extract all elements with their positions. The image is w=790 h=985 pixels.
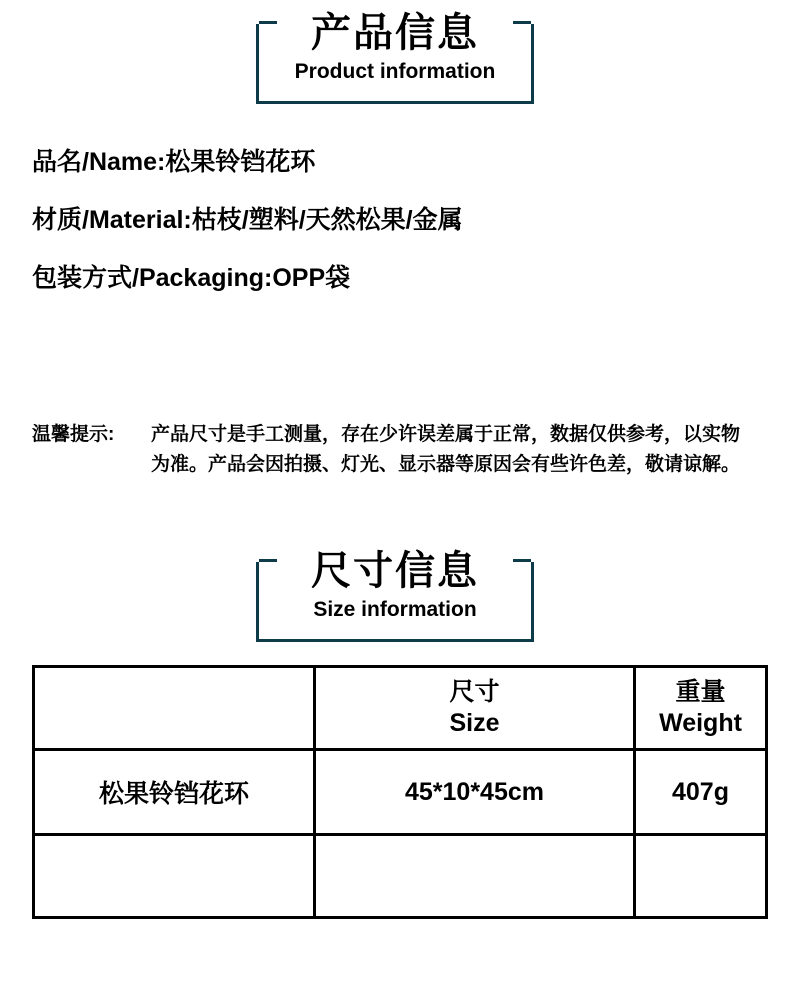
table-cell-weight	[635, 835, 767, 918]
table-row	[34, 750, 767, 835]
info-row-text	[32, 198, 740, 242]
info-row-text	[32, 256, 740, 300]
info-row-text	[32, 140, 740, 184]
info-label-packaging: 包装方式/Packaging:	[32, 264, 273, 292]
info-row-underline	[32, 184, 740, 186]
info-value-packaging: OPP袋	[272, 264, 351, 292]
table-header-weight-en: Weight	[659, 709, 742, 737]
info-label-name: 品名/Name:	[32, 148, 166, 176]
product-information-title-en: Product information	[294, 60, 496, 83]
table-cell-size: 45*10*45cm	[315, 750, 635, 835]
notice-body: 产品尺寸是手工测量，存在少许误差属于正常，数据仅供参考，以实物为准。产品会因拍摄、灯光、显示器等原因会有些许色差，敬请谅解。	[151, 424, 741, 475]
table-header-name	[34, 667, 315, 750]
size-information-heading	[256, 548, 534, 624]
table-cell-name	[34, 835, 315, 918]
size-information-title-en: Size information	[313, 598, 477, 621]
table-header-size-cn: 尺寸	[449, 678, 500, 706]
size-information-title-cn: 尺寸信息	[277, 548, 513, 594]
table-header-size	[315, 667, 635, 750]
info-row-packaging	[32, 256, 740, 314]
product-information-title-cn: 产品信息	[277, 10, 513, 56]
info-value-material: 枯枝/塑料/天然松果/金属	[191, 206, 463, 234]
table-header-weight	[635, 667, 767, 750]
product-information-heading	[256, 10, 534, 86]
table-header-weight-cn: 重量	[675, 678, 726, 706]
info-row-name	[32, 140, 740, 198]
table-header-row	[34, 667, 767, 750]
table-header-size-en: Size	[449, 709, 500, 737]
info-value-name: 松果铃铛花环	[165, 148, 316, 176]
warm-notice	[32, 420, 744, 480]
product-info-list	[32, 140, 740, 314]
info-row-underline	[32, 300, 740, 302]
table-cell-weight: 407g	[635, 750, 767, 835]
table-cell-size	[315, 835, 635, 918]
size-table	[32, 665, 768, 919]
notice-label: 温馨提示:	[32, 424, 115, 445]
info-row-underline	[32, 242, 740, 244]
info-row-material	[32, 198, 740, 256]
table-row	[34, 835, 767, 918]
table-cell-name: 松果铃铛花环	[34, 750, 315, 835]
info-label-material: 材质/Material:	[32, 206, 192, 234]
